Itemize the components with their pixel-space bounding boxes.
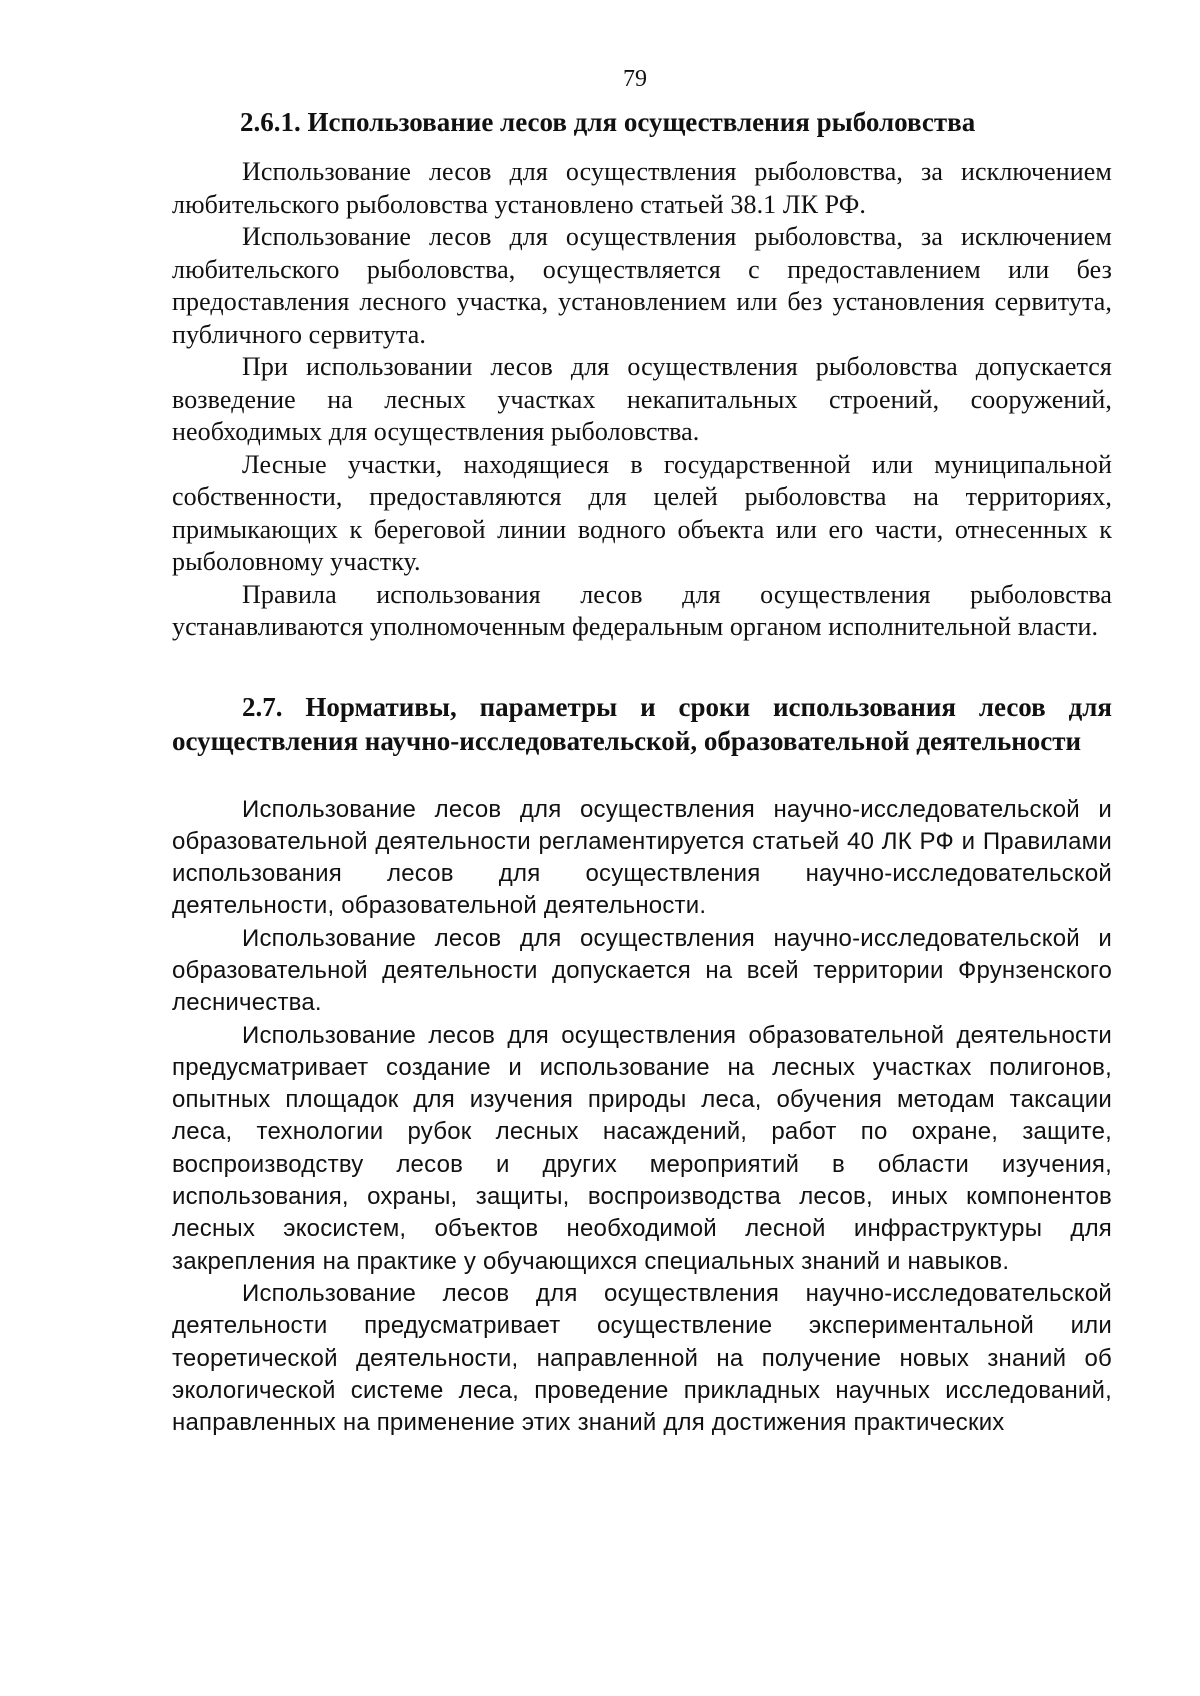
section-2-6-1-paragraph-1: Использование лесов для осуществления рыболовства, за исключением любительского рыболовства установлено статьей 38.1 ЛК РФ.	[172, 157, 1112, 219]
section-2-6-1-paragraph-4: Лесные участки, находящиеся в государственной или муниципальной собственности, предоставляются для целей рыболовства на территориях, примыкающих к береговой линии водного объекта или его части, отнесенных к рыболовному участку.	[172, 449, 1112, 576]
section-2-7-paragraph-1: Использование лесов для осуществления научно-исследовательской и образовательной деятельности регламентируется статьей 40 ЛК РФ и Правилами использования лесов для осуществления научно-исследовательской деятельности, образовательной деятельности.	[172, 795, 1112, 920]
section-2-6-1-paragraph-3: При использовании лесов для осуществления рыболовства допускается возведение на лесных участках некапитальных строений, сооружений, необходимых для осуществления рыболовства.	[172, 352, 1112, 446]
section-2-7-heading: 2.7. Нормативы, параметры и сроки использования лесов для осуществления научно-исследовательской, образовательной деятельности	[172, 691, 1112, 756]
section-2-6-1-paragraph-5: Правила использования лесов для осуществления рыболовства устанавливаются уполномоченным федеральным органом исполнительной власти.	[172, 579, 1112, 641]
section-2-7-paragraph-4: Использование лесов для осуществления научно-исследовательской деятельности предусматривает осуществление экспериментальной или теоретической деятельности, направленной на получение новых знаний об экологической системе леса, проведение прикладных научных исследований, направленных на применение этих знаний для достижения практических	[172, 1279, 1112, 1437]
section-2-7-paragraph-2: Использование лесов для осуществления научно-исследовательской и образовательной деятельности допускается на всей территории Фрунзенского лесничества.	[172, 924, 1112, 1017]
page-content	[172, 106, 1112, 1439]
section-2-6-1-paragraph-2: Использование лесов для осуществления рыболовства, за исключением любительского рыболовства, осуществляется с предоставлением или без предоставления лесного участка, установлением или без установления сервитута, публичного сервитута.	[172, 222, 1112, 349]
section-2-6-1-heading: 2.6.1. Использование лесов для осуществления рыболовства	[240, 107, 976, 137]
section-2-7-paragraph-3: Использование лесов для осуществления образовательной деятельности предусматривает создание и использование на лесных участках полигонов, опытных площадок для изучения природы леса, обучения методам таксации леса, технологии рубок лесных насаждений, работ по охране, защите, воспроизводству лесов и других мероприятий в области изучения, использования, охраны, защиты, воспроизводства лесов, иных компонентов лесных экосистем, объектов необходимой лесной инфраструктуры для закрепления на практике у обучающихся специальных знаний и навыков.	[172, 1021, 1112, 1275]
page-number: 79	[623, 66, 647, 92]
